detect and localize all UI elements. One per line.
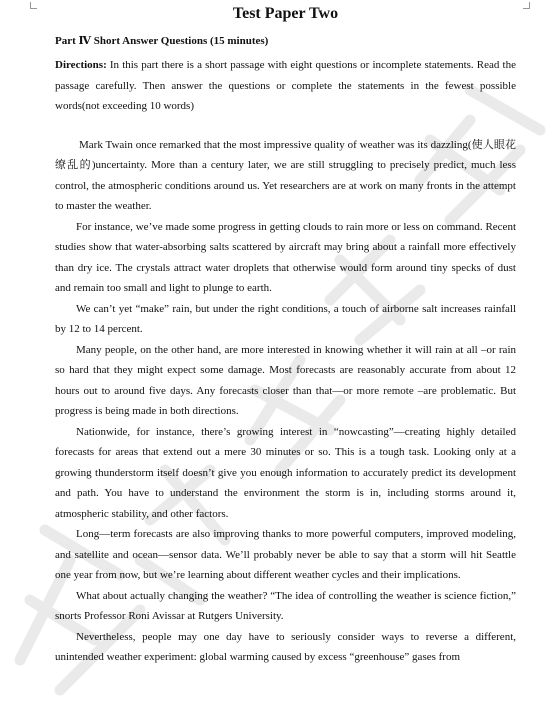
passage-paragraph: Nationwide, for instance, there’s growing interest in “nowcasting”—creating highly detailed forecasts for areas that extend out a mere 30 minutes or so. This is a tough task. Looking only at a growing thunderstorm itself doesn’t give you enough information to accurately predict its development and path. You have to understand the environment the storm is in, including storms around it, atmospheric stability, and other factors. (55, 425, 516, 520)
passage-paragraph: For instance, we’ve made some progress in getting clouds to rain more or less on command. Recent studies show that water-absorbing salts scattered by aircraft may bring about a rainfall more effectively than dry ice. The crystals attract water droplets that otherwise would form around tiny specks of dust and remain too small and light to plunge to earth. (55, 220, 516, 294)
directions-text: In this part there is a short passage with eight questions or incomplete statements. Read the passage carefully. Then answer the questions or complete the statements in the fewest possible words(not exceeding 10 words) (55, 59, 516, 112)
passage-paragraph: What about actually changing the weather? “The idea of controlling the weather is science fiction,” snorts Professor Roni Avissar at Rutgers University. (55, 589, 516, 622)
passage-paragraph: We can’t yet “make” rain, but under the right conditions, a touch of airborne salt increases rainfall by 12 to 14 percent. (55, 302, 516, 335)
page-corner-mark-right (523, 2, 530, 9)
passage-paragraph: Nevertheless, people may one day have to seriously consider ways to reverse a different, unintended weather experiment: global warming caused by excess “greenhouse” gases from (55, 630, 516, 663)
page-corner-mark-left (30, 2, 37, 9)
passage (55, 135, 516, 668)
page-title: Test Paper Two (232, 5, 339, 22)
directions-label: Directions: (55, 59, 107, 71)
document-page (55, 0, 516, 668)
passage-paragraph: Many people, on the other hand, are more interested in knowing whether it will rain at all –or rain so hard that they might expect some damage. Most forecasts are reasonably accurate from about 12 hours out to around five days. Any forecasts closer than that—or more remote –are problematic. But progress is being made in both directions. (55, 343, 516, 417)
directions (55, 55, 516, 117)
passage-paragraph: Mark Twain once remarked that the most impressive quality of weather was its dazzling(使人眼花缭乱的)uncertainty. More than a century later, we are still struggling to precisely predict, much less control, the atmospheric conditions around us. Yet researchers are at work on many fronts in the attempt to master the weather. (55, 138, 516, 212)
part-heading: Part Ⅳ Short Answer Questions (15 minutes) (55, 35, 269, 47)
passage-paragraph: Long—term forecasts are also improving thanks to more powerful computers, improved modeling, and satellite and ocean—sensor data. We’ll probably never be able to say that a storm will hit Seattle one year from now, but we’re learning about different weather cycles and their implications. (55, 528, 516, 581)
